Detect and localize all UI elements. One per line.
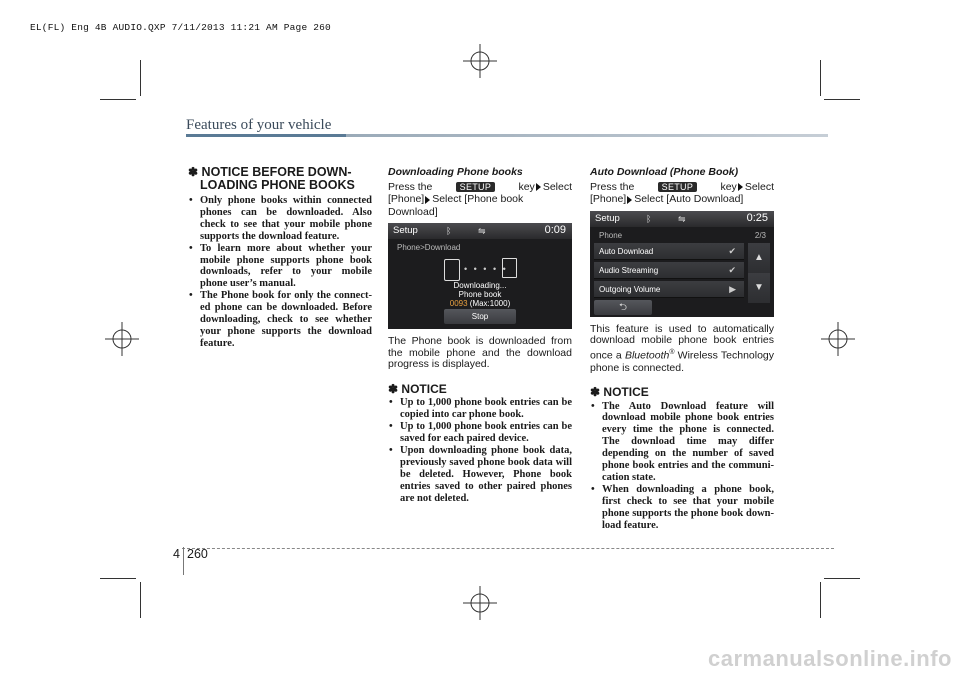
crop-mark bbox=[824, 99, 860, 100]
phone-settings-screen bbox=[590, 211, 774, 317]
download-description: The Phone book is downloaded from the mobile phone and the download progress is displayed. bbox=[388, 334, 572, 371]
list-item: • To learn more about whether your mobile phone supports phone book downloads, refer to your mobile phone user’s manual. bbox=[188, 243, 372, 291]
notice-title: NOTICE bbox=[603, 385, 649, 400]
notice-star-icon: ✽ bbox=[188, 165, 199, 179]
usb-icon: ⇋ bbox=[478, 225, 486, 236]
notice-heading bbox=[388, 383, 572, 395]
crop-mark bbox=[820, 582, 821, 618]
crop-mark bbox=[140, 582, 141, 618]
key-text: key bbox=[518, 181, 535, 194]
menu-item-label: Audio Streaming bbox=[599, 265, 659, 275]
bluetooth-icon: ᛒ bbox=[646, 213, 652, 224]
phone-menu-text: [Phone] bbox=[590, 193, 627, 206]
arrow-right-icon bbox=[425, 196, 430, 204]
menu-item-label: Auto Download bbox=[599, 246, 654, 256]
back-button[interactable] bbox=[594, 300, 652, 315]
download-count: 0093 bbox=[449, 298, 468, 308]
description-part: This feature is used to automatically download mobile phone book entries once a bbox=[590, 322, 774, 362]
subsection-heading: Auto Download (Phone Book) bbox=[590, 166, 739, 178]
menu-item-outgoing-volume[interactable] bbox=[594, 281, 744, 298]
checkmark-icon: ✔ bbox=[728, 245, 736, 256]
notice-bullet-list bbox=[188, 195, 372, 350]
download-progress bbox=[388, 299, 572, 309]
page-number-value: 260 bbox=[187, 547, 208, 561]
phone-book-icon bbox=[502, 258, 517, 278]
scroll-up-button[interactable] bbox=[748, 243, 770, 273]
download-screen bbox=[388, 223, 572, 329]
usb-icon: ⇋ bbox=[678, 213, 686, 224]
download-status: Downloading... bbox=[453, 280, 507, 290]
instruction-line bbox=[590, 181, 774, 205]
download-item: Phone book bbox=[458, 289, 502, 299]
setup-key-badge: SETUP bbox=[456, 182, 496, 192]
press-text: Press the bbox=[388, 181, 433, 194]
transfer-dots: • • • • • bbox=[464, 263, 508, 274]
select-text: Select bbox=[542, 181, 572, 194]
menu-item-auto-download[interactable] bbox=[594, 243, 744, 260]
registration-mark-bottom-icon bbox=[463, 586, 497, 620]
notice-bullet-list bbox=[388, 397, 572, 504]
arrow-right-icon bbox=[627, 196, 632, 204]
section-title: Features of your vehicle bbox=[186, 117, 332, 133]
notice-title: NOTICE bbox=[401, 382, 447, 397]
screen-title: Setup bbox=[393, 224, 418, 236]
setup-key-badge: SETUP bbox=[658, 182, 698, 192]
registered-mark: ® bbox=[669, 349, 675, 357]
notice-title-line1: NOTICE BEFORE DOWN- bbox=[201, 165, 352, 179]
column-notice-before-downloading bbox=[188, 166, 372, 350]
screen-breadcrumb: Phone bbox=[599, 230, 623, 240]
select-target-text: Select [Phone book Download] bbox=[388, 193, 524, 218]
scroll-down-button[interactable] bbox=[748, 273, 770, 303]
screen-breadcrumb: Phone>Download bbox=[397, 242, 461, 252]
screen-topbar bbox=[388, 223, 572, 239]
notice-bullet-list bbox=[590, 401, 774, 532]
instruction-line bbox=[388, 181, 572, 218]
select-target-text: Select [Auto Download] bbox=[634, 193, 744, 206]
list-item: • Only phone books within connected phones can be downloaded. Also check to see that your mobile phone supports the download feature. bbox=[188, 195, 372, 243]
bluetooth-icon: ᛒ bbox=[446, 225, 452, 236]
triangle-down-icon: ▼ bbox=[754, 281, 764, 293]
phone-menu-text: [Phone] bbox=[388, 193, 425, 206]
screen-topbar bbox=[590, 211, 774, 227]
registration-mark-top-icon bbox=[463, 44, 497, 78]
description-part: Wireless Technology phone is connected. bbox=[590, 349, 775, 374]
section-title-rule bbox=[186, 134, 828, 137]
screen-page-indicator: 2/3 bbox=[754, 230, 766, 240]
select-text: Select bbox=[744, 181, 774, 194]
back-arrow-icon: ⮌ bbox=[618, 301, 627, 313]
auto-download-description bbox=[590, 324, 774, 375]
checkmark-icon: ✔ bbox=[728, 264, 736, 275]
menu-item-label: Outgoing Volume bbox=[599, 284, 661, 294]
download-max: (Max:1000) bbox=[469, 298, 511, 308]
notice-title-line2: LOADING PHONE BOOKS bbox=[200, 178, 355, 192]
notice-heading bbox=[590, 386, 774, 398]
list-item: • Upon downloading phone book data, previously saved phone book data will be deleted. However, Phone book entries saved to other paired phones are not deleted. bbox=[388, 445, 572, 505]
crop-mark bbox=[100, 578, 136, 579]
screen-title: Setup bbox=[595, 212, 620, 224]
column-auto-download bbox=[590, 166, 774, 531]
list-item: • When downloading a phone book, first check to see that your mobile phone supports the phone book down-load feature. bbox=[590, 484, 774, 532]
notice-star-icon: ✽ bbox=[590, 385, 601, 400]
column-downloading-phone-books bbox=[388, 166, 572, 505]
key-text: key bbox=[720, 181, 737, 194]
mobile-phone-icon bbox=[444, 259, 460, 281]
triangle-up-icon: ▲ bbox=[754, 251, 764, 263]
chapter-number: 4 bbox=[173, 547, 180, 561]
footer-divider bbox=[183, 547, 184, 575]
list-item: • The Auto Download feature will download mobile phone book entries every time the phone is connected. The download time may differ depending on the number of saved phone book entries and the communi-cation state. bbox=[590, 401, 774, 484]
subsection-heading: Downloading Phone books bbox=[388, 166, 523, 178]
menu-item-audio-streaming[interactable] bbox=[594, 262, 744, 279]
screen-clock: 0:25 bbox=[746, 211, 768, 224]
print-slug: EL(FL) Eng 4B AUDIO.QXP 7/11/2013 11:21 AM Page 260 bbox=[30, 22, 331, 33]
press-text: Press the bbox=[590, 181, 635, 194]
crop-mark bbox=[820, 60, 821, 96]
bluetooth-word: Bluetooth bbox=[624, 349, 670, 362]
play-arrow-icon: ▶ bbox=[729, 283, 736, 294]
crop-mark bbox=[824, 578, 860, 579]
screen-clock: 0:09 bbox=[544, 223, 566, 236]
watermark: carmanualsonline.info bbox=[708, 646, 952, 671]
footer-rule bbox=[182, 548, 834, 549]
crop-mark bbox=[140, 60, 141, 96]
crop-mark bbox=[100, 99, 136, 100]
stop-button[interactable]: Stop bbox=[444, 309, 516, 324]
registration-mark-left-icon bbox=[105, 322, 139, 356]
list-item: • Up to 1,000 phone book entries can be copied into car phone book. bbox=[388, 397, 572, 421]
notice-heading bbox=[188, 166, 372, 192]
list-item: • Up to 1,000 phone book entries can be saved for each paired device. bbox=[388, 421, 572, 445]
registration-mark-right-icon bbox=[821, 322, 855, 356]
list-item: • The Phone book for only the connect-ed phone can be downloaded. Before downloading, check to see whether your phone supports the download feature. bbox=[188, 290, 372, 350]
notice-star-icon: ✽ bbox=[388, 382, 399, 397]
arrow-right-icon bbox=[738, 183, 743, 191]
arrow-right-icon bbox=[536, 183, 541, 191]
